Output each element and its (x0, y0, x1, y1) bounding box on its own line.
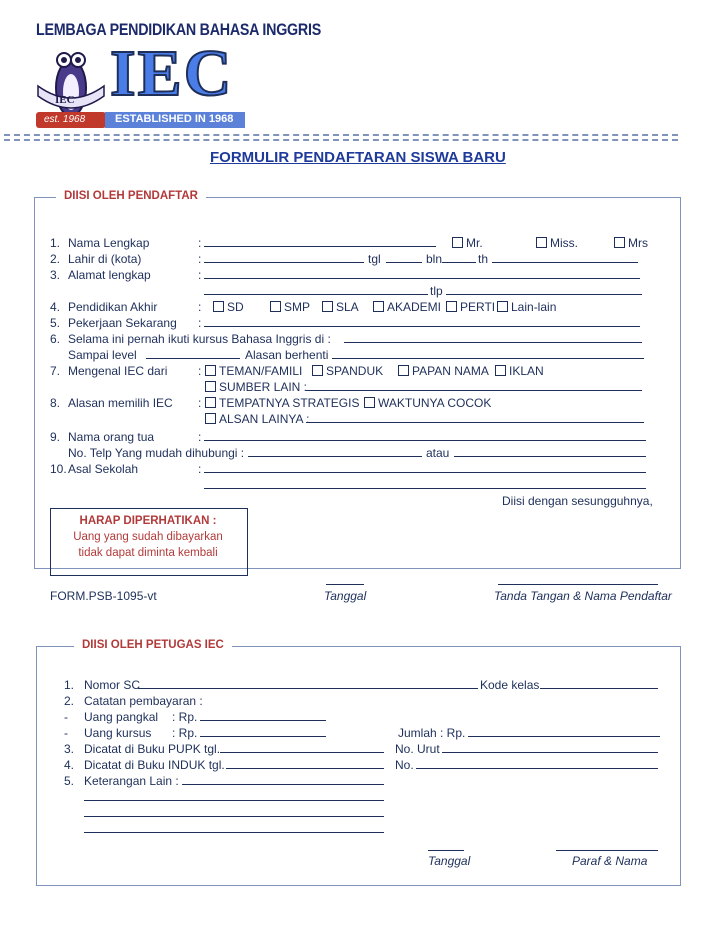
option-label: ALSAN LAINYA : (219, 412, 310, 426)
item-number: 3. (64, 742, 75, 756)
nomor-sc-field[interactable] (138, 678, 478, 689)
option-label: SD (227, 300, 244, 314)
label-kursus: Selama ini pernah ikuti kursus Bahasa Inggris di : (68, 332, 331, 346)
tgl-label: tgl (368, 252, 381, 266)
item-number: 1. (50, 236, 61, 250)
colon: : (198, 430, 202, 444)
atau-label: atau (426, 446, 450, 460)
notice-title: HARAP DIPERHATIKAN : (79, 515, 217, 527)
label-keterangan: Keterangan Lain : (84, 774, 179, 788)
tlp-label: tlp (430, 284, 443, 298)
kode-kelas-field[interactable] (540, 678, 658, 689)
item-number: 9. (50, 430, 61, 444)
option-label: SLA (336, 300, 359, 314)
officer-paraf-label: Paraf & Nama (572, 854, 648, 868)
applicant-section-legend: DIISI OLEH PENDAFTAR (56, 190, 206, 202)
notice-line-1: Uang yang sudah dibayarkan (73, 531, 223, 543)
item-number: 8. (50, 396, 61, 410)
label-sampai-level: Sampai level (68, 348, 137, 362)
rp-label: : Rp. (172, 726, 198, 740)
keterangan-field-3[interactable] (84, 806, 384, 817)
pupk-date-field[interactable] (220, 742, 384, 753)
jumlah-field[interactable] (468, 726, 660, 737)
item-number: 6. (50, 332, 61, 346)
no-urut-field[interactable] (442, 742, 658, 753)
item-number: 7. (50, 364, 61, 378)
option-label: WAKTUNYA COCOK (378, 396, 492, 410)
label-mengenal: Mengenal IEC dari (68, 364, 168, 378)
item-number: 10. (50, 462, 67, 476)
notice-line-2: tidak dapat diminta kembali (78, 547, 218, 559)
bln-label: bln (426, 252, 443, 266)
officer-date-label: Tanggal (428, 854, 471, 868)
label-asal-sekolah: Asal Sekolah (68, 462, 139, 476)
label-pendidikan: Pendidikan Akhir (68, 300, 158, 314)
item-number: 3. (50, 268, 61, 282)
induk-date-field[interactable] (226, 758, 384, 769)
institute-name: LEMBAGA PENDIDIKAN BAHASA INGGRIS (36, 20, 321, 39)
label-jumlah: Jumlah : Rp. (398, 726, 466, 740)
label-pekerjaan: Pekerjaan Sekarang (68, 316, 177, 330)
label-alamat: Alamat lengkap (68, 268, 151, 282)
item-number: 1. (64, 678, 75, 692)
applicant-signature-label: Tanda Tangan & Nama Pendaftar (494, 589, 672, 603)
label-orang-tua: Nama orang tua (68, 430, 155, 444)
option-label: IKLAN (509, 364, 544, 378)
label-telp: No. Telp Yang mudah dihubungi : (68, 446, 245, 460)
form-title: FORMULIR PENDAFTARAN SISWA BARU (210, 149, 506, 166)
keterangan-field-2[interactable] (84, 790, 384, 801)
dash: - (64, 726, 68, 740)
option-label: Lain-lain (511, 300, 557, 314)
option-label: PERTI (460, 300, 496, 314)
uang-kursus-field[interactable] (200, 726, 326, 737)
rp-label: : Rp. (172, 710, 198, 724)
label-no-urut: No. Urut (395, 742, 440, 756)
option-label: SUMBER LAIN : (219, 380, 308, 394)
colon: : (198, 268, 202, 282)
option-label: SMP (284, 300, 311, 314)
label-uang-kursus: Uang kursus (84, 726, 152, 740)
officer-paraf-line[interactable] (556, 840, 658, 851)
colon: : (198, 236, 202, 250)
label-uang-pangkal: Uang pangkal (84, 710, 159, 724)
mrs-label: Mrs (628, 236, 648, 250)
label-induk: Dicatat di Buku INDUK tgl. (84, 758, 225, 772)
th-label: th (478, 252, 489, 266)
colon: : (198, 252, 202, 266)
keterangan-field-4[interactable] (84, 822, 384, 833)
item-number: 4. (64, 758, 75, 772)
label-kode-kelas: Kode kelas (480, 678, 540, 692)
dash: - (64, 710, 68, 724)
colon: : (198, 462, 202, 476)
est-badge: est. 1968 (44, 114, 86, 125)
officer-section-legend: DIISI OLEH PETUGAS IEC (74, 639, 232, 651)
label-catatan: Catatan pembayaran : (84, 694, 203, 708)
label-pupk: Dicatat di Buku PUPK tgl. (84, 742, 221, 756)
colon: : (198, 316, 202, 330)
item-number: 2. (50, 252, 61, 266)
officer-date-line[interactable] (428, 840, 464, 851)
colon: : (198, 396, 202, 410)
option-label: TEMAN/FAMILI (219, 364, 303, 378)
form-code: FORM.PSB-1095-vt (50, 589, 157, 603)
miss-label: Miss. (550, 236, 578, 250)
item-number: 5. (50, 316, 61, 330)
keterangan-field-1[interactable] (182, 774, 384, 785)
established-label: ESTABLISHED IN 1968 (115, 113, 234, 125)
closing-statement: Diisi dengan sesungguhnya, (502, 494, 653, 508)
no-field[interactable] (416, 758, 658, 769)
option-label: AKADEMI (387, 300, 442, 314)
option-label: SPANDUK (326, 364, 384, 378)
item-number: 5. (64, 774, 75, 788)
option-label: PAPAN NAMA (412, 364, 489, 378)
colon: : (198, 300, 202, 314)
label-nomor-sc: Nomor SC (84, 678, 141, 692)
label-no: No. (395, 758, 414, 772)
option-label: TEMPATNYA STRATEGIS (219, 396, 360, 410)
applicant-date-label: Tanggal (324, 589, 367, 603)
owl-badge-text: IEC (55, 94, 75, 106)
item-number: 2. (64, 694, 75, 708)
colon: : (198, 364, 202, 378)
uang-pangkal-field[interactable] (200, 710, 326, 721)
label-nama-lengkap: Nama Lengkap (68, 236, 150, 250)
logo-text: IEC (110, 37, 234, 110)
label-alasan: Alasan memilih IEC (68, 396, 173, 410)
item-number: 4. (50, 300, 61, 314)
label-alasan-berhenti: Alasan berhenti (245, 348, 329, 362)
mr-label: Mr. (466, 236, 483, 250)
label-lahir: Lahir di (kota) (68, 252, 142, 266)
